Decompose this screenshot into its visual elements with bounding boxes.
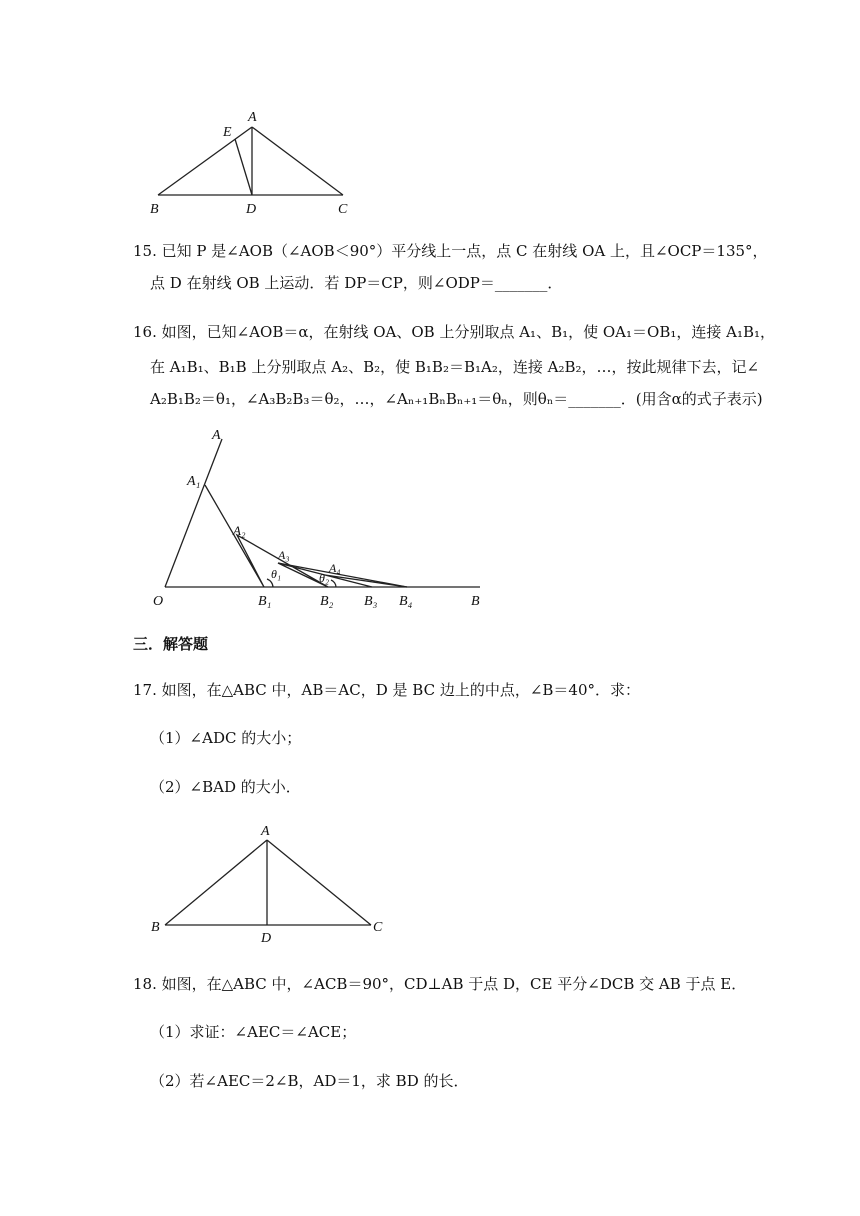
label-c: C xyxy=(338,202,348,217)
label-d: D xyxy=(246,202,257,217)
angle-arc-theta2 xyxy=(331,580,336,587)
q16-line-2: 在 A₁B₁、B₁B 上分别取点 A₂、B₂，使 B₁B₂＝B₁A₂，连接 A₂B₂，…，按此规律下去，记∠ xyxy=(150,358,760,376)
section-heading: 三．解答题 xyxy=(133,635,209,653)
q15-line-2: 点 D 在射线 OB 上运动．若 DP＝CP，则∠ODP＝_______． xyxy=(150,274,563,292)
label-a: A xyxy=(248,110,257,125)
label-a: A xyxy=(212,428,221,443)
q15-line-1: 15. 已知 P 是∠AOB（∠AOB＜90°）平分线上一点，点 C 在射线 OA 上，且∠OCP＝135°， xyxy=(133,242,768,260)
label-d: D xyxy=(261,931,272,945)
segment-ac xyxy=(252,127,343,195)
figure-q17 xyxy=(145,820,390,945)
label-b2: B₂ xyxy=(320,594,334,609)
q18-part-2: （2）若∠AEC＝2∠B，AD＝1，求 BD 的长． xyxy=(150,1072,469,1090)
q17-line-1: 17. 如图，在△ABC 中，AB＝AC，D 是 BC 边上的中点，∠B＝40°．求： xyxy=(133,681,640,699)
segment-a3b4 xyxy=(278,563,407,587)
figure-q14 xyxy=(140,105,370,220)
label-a1: A₁ xyxy=(187,474,201,489)
q17-part-2: （2）∠BAD 的大小． xyxy=(150,778,301,796)
segment-ba xyxy=(158,127,252,195)
label-b1: B₁ xyxy=(258,594,272,609)
q17-part-1: （1）∠ADC 的大小； xyxy=(150,729,302,747)
q18-line-1: 18. 如图，在△ABC 中，∠ACB＝90°，CD⊥AB 于点 D，CE 平分∠DCB 交 AB 于点 E． xyxy=(133,975,747,993)
label-b: B xyxy=(151,920,160,935)
segment-ac xyxy=(267,840,371,925)
segment-ed xyxy=(235,139,252,195)
label-theta1: θ₁ xyxy=(271,567,282,581)
q16-line-1: 16. 如图，已知∠AOB＝α，在射线 OA、OB 上分别取点 A₁、B₁，使 OA₁＝OB₁，连接 A₁B₁， xyxy=(133,323,776,341)
q18-part-1: （1）求证：∠AEC＝∠ACE； xyxy=(150,1023,357,1041)
ray-oa xyxy=(165,439,222,587)
label-c: C xyxy=(373,920,383,935)
label-e: E xyxy=(223,125,232,140)
label-theta2: θ₂ xyxy=(319,571,330,585)
label-b: B xyxy=(471,594,480,609)
label-a2: A₂ xyxy=(233,523,246,538)
segment-ab xyxy=(165,840,267,925)
label-a3: A₃ xyxy=(278,548,290,562)
label-o: O xyxy=(153,594,164,609)
q16-line-3: A₂B₁B₂＝θ₁，∠A₃B₂B₃＝θ₂，…，∠Aₙ₊₁BₙBₙ₊₁＝θₙ，则θₙ＝_______．(用含α的式子表示) xyxy=(150,390,763,408)
label-b3: B₃ xyxy=(364,594,378,609)
label-a4: A₄ xyxy=(329,561,341,575)
label-a: A xyxy=(261,824,270,839)
label-b4: B₄ xyxy=(399,594,413,609)
figure-q16 xyxy=(145,425,495,610)
label-b: B xyxy=(150,202,159,217)
